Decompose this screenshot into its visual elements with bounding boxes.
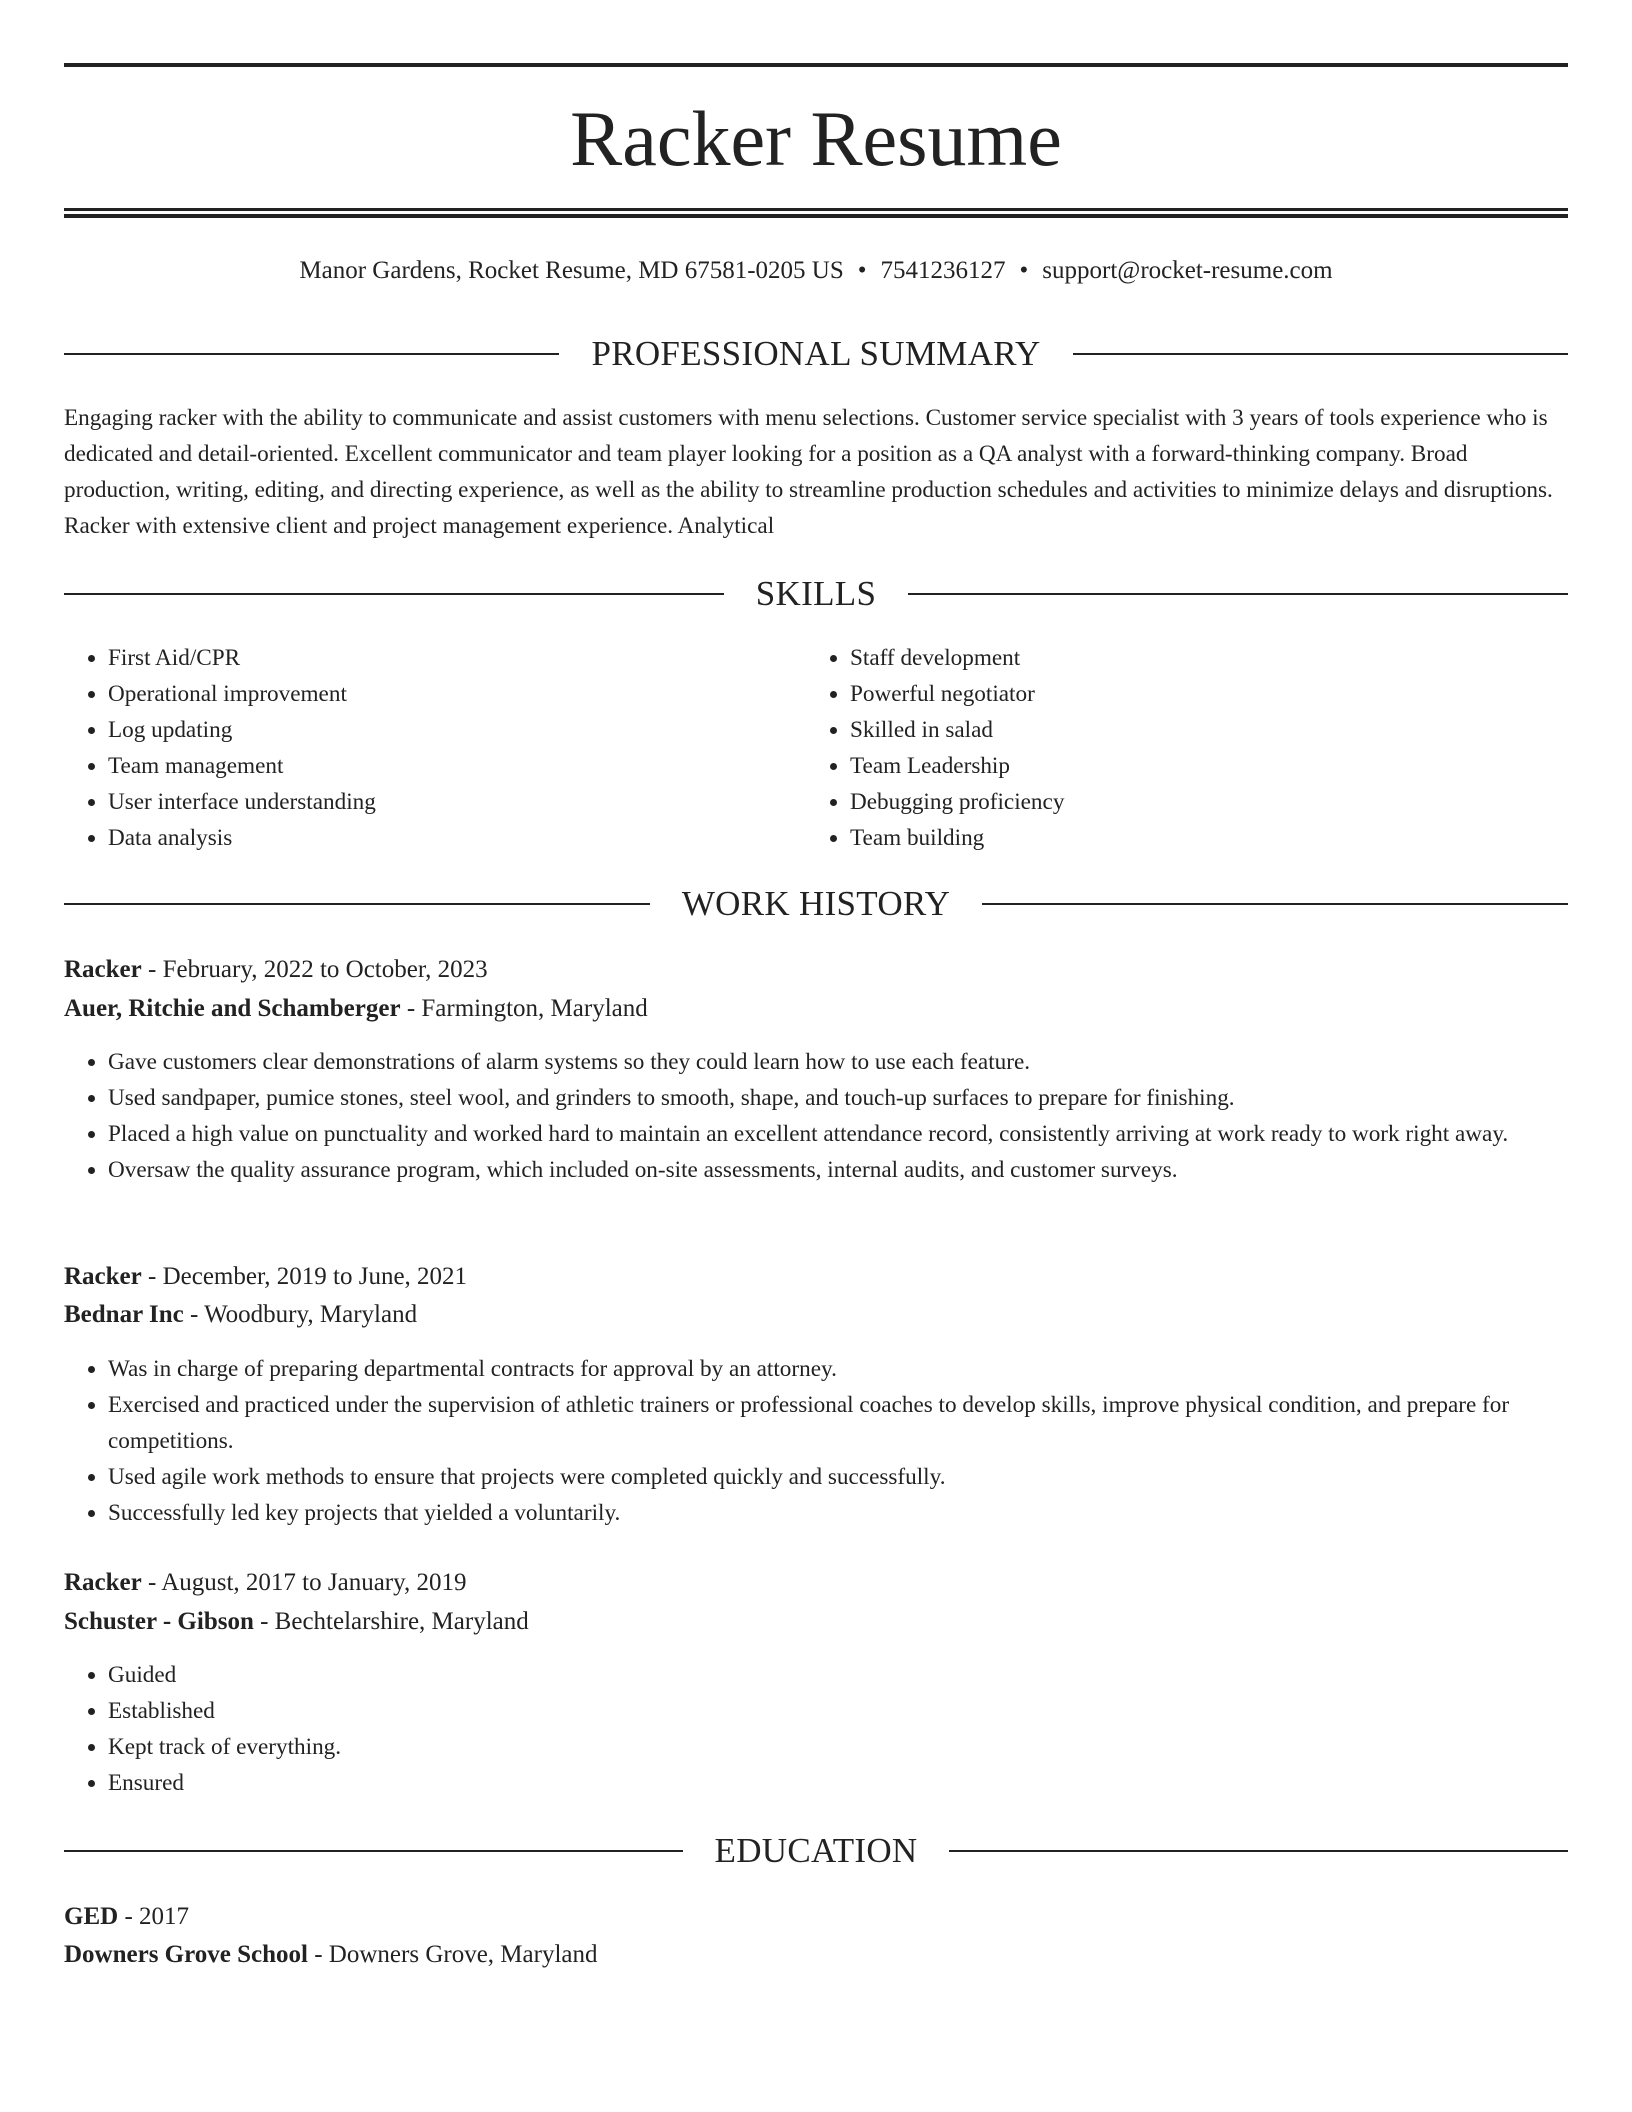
heading-rule (1073, 353, 1568, 355)
heading-rule (908, 593, 1568, 595)
job-title: Racker (64, 1263, 142, 1290)
skill-item: • Log updating (108, 712, 804, 748)
section-title: WORK HISTORY (681, 884, 951, 923)
job-bullet: • Kept track of everything. (108, 1729, 1568, 1765)
heading-rule (64, 353, 559, 355)
job-bullet: • Used agile work methods to ensure that projects were completed quickly and successfully. (108, 1459, 1568, 1495)
heading-rule (64, 1850, 683, 1852)
skill-item: • Data analysis (108, 820, 804, 856)
job-bullets (64, 1657, 1568, 1801)
education-degree-line (64, 1899, 1568, 1935)
job-title-line (64, 1565, 1568, 1601)
job-company: Bednar Inc (64, 1301, 184, 1328)
section-title: EDUCATION (714, 1831, 918, 1870)
skill-item: • Operational improvement (108, 676, 804, 712)
job-bullet: • Was in charge of preparing departmental contracts for approval by an attorney. (108, 1351, 1568, 1387)
job-title-line (64, 952, 1568, 988)
job-bullets (64, 1044, 1568, 1188)
section-heading-education (64, 1829, 1568, 1873)
section-heading-skills (64, 572, 1568, 616)
job-bullet: • Gave customers clear demonstrations of alarm systems so they could learn how to use each feature. (108, 1044, 1568, 1080)
job-company-line (64, 1604, 1568, 1640)
heading-rule (982, 903, 1568, 905)
section-title: PROFESSIONAL SUMMARY (591, 334, 1041, 373)
skill-item: • Team building (850, 820, 1546, 856)
job-bullet: • Oversaw the quality assurance program, which included on-site assessments, internal audits, and customer surveys. (108, 1152, 1568, 1188)
job-bullet: • Exercised and practiced under the supervision of athletic trainers or professional coaches to develop skills, improve physical condition, and prepare for competitions. (108, 1387, 1568, 1459)
resume-name: Racker Resume (570, 95, 1062, 182)
job-company-line (64, 991, 1568, 1027)
job-company: Auer, Ritchie and Schamberger (64, 995, 401, 1022)
education-location: - Downers Grove, Maryland (307, 1941, 598, 1968)
job-company-line (64, 1297, 1568, 1333)
job-dates: - December, 2019 to June, 2021 (141, 1263, 468, 1290)
education-degree: GED (64, 1903, 119, 1930)
job-bullet: • Established (108, 1693, 1568, 1729)
job-bullet: • Successfully led key projects that yielded a voluntarily. (108, 1495, 1568, 1531)
job-title-line (64, 1259, 1568, 1295)
skill-item: • Debugging proficiency (850, 784, 1546, 820)
summary-text: Engaging racker with the ability to communicate and assist customers with menu selections. Customer service specialist with 3 years of tools experience who is dedicated and detail-oriented. Excellent communicator and team player looking for a position as a QA analyst with a forward-thinking company. Broad production, writing, editing, and directing experience, as well as the ability to streamline production schedules and activities to minimize delays and disruptions. Racker with extensive client and project management experience. Analytical (64, 405, 1553, 539)
skill-item: • Team Leadership (850, 748, 1546, 784)
contact-email: support@rocket-resume.com (1042, 257, 1333, 284)
job-location: - Farmington, Maryland (400, 995, 648, 1022)
skill-item: • Powerful negotiator (850, 676, 1546, 712)
heading-rule (64, 593, 724, 595)
education-school: Downers Grove School (64, 1941, 308, 1968)
contact-separator: • (1019, 257, 1029, 284)
skills-right-column (806, 640, 1546, 856)
top-rule (64, 63, 1568, 67)
education-year: - 2017 (118, 1903, 190, 1930)
skill-item: • User interface understanding (108, 784, 804, 820)
job-location: - Bechtelarshire, Maryland (253, 1608, 529, 1635)
contact-separator: • (857, 257, 867, 284)
skill-item: • Skilled in salad (850, 712, 1546, 748)
skills-left-column (64, 640, 804, 856)
education-school-line (64, 1937, 1568, 1973)
job-bullet: • Placed a high value on punctuality and worked hard to maintain an excellent attendance record, consistently arriving at work ready to work right away. (108, 1116, 1568, 1152)
job-title: Racker (64, 1569, 142, 1596)
contact-address: Manor Gardens, Rocket Resume, MD 67581-0205 US (299, 257, 844, 284)
job-dates: - August, 2017 to January, 2019 (141, 1569, 467, 1596)
skill-item: • First Aid/CPR (108, 640, 804, 676)
heading-rule (949, 1850, 1568, 1852)
section-title: SKILLS (755, 574, 877, 613)
section-heading-work-history (64, 882, 1568, 926)
contact-phone: 7541236127 (880, 257, 1006, 284)
skill-item: • Staff development (850, 640, 1546, 676)
job-bullet: • Used sandpaper, pumice stones, steel wool, and grinders to smooth, shape, and touch-up surfaces to prepare for finishing. (108, 1080, 1568, 1116)
job-bullet: • Guided (108, 1657, 1568, 1693)
job-company: Schuster - Gibson (64, 1608, 254, 1635)
job-dates: - February, 2022 to October, 2023 (141, 956, 488, 983)
header-double-rule (64, 208, 1568, 218)
skill-item: • Team management (108, 748, 804, 784)
job-location: - Woodbury, Maryland (183, 1301, 418, 1328)
heading-rule (64, 903, 650, 905)
contact-line (64, 254, 1568, 288)
job-bullet: • Ensured (108, 1765, 1568, 1801)
section-heading-summary (64, 332, 1568, 376)
job-bullets (64, 1351, 1568, 1531)
job-title: Racker (64, 956, 142, 983)
